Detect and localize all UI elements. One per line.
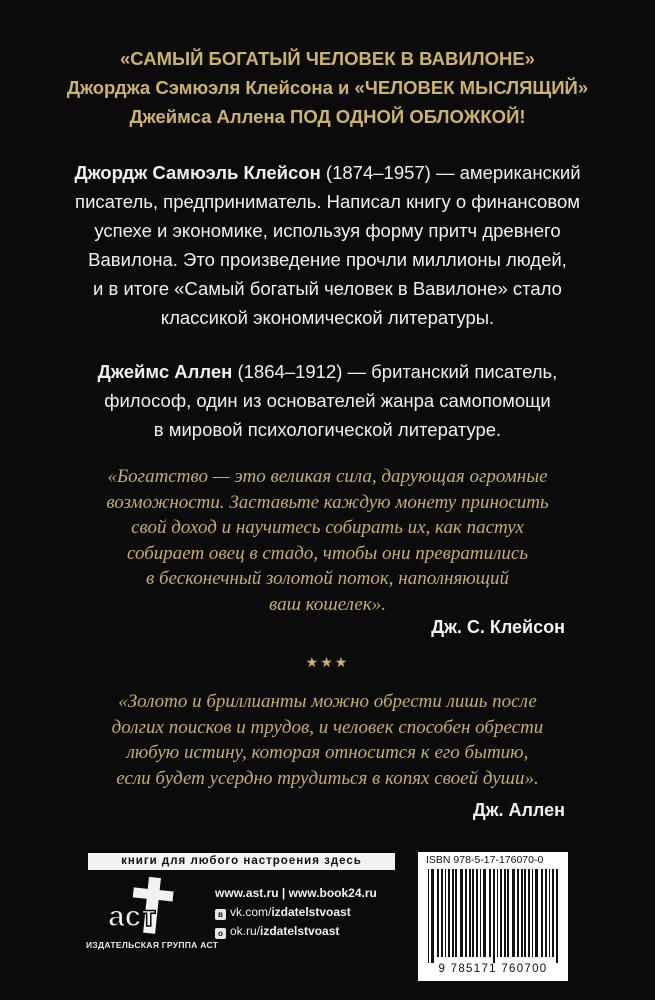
header-line-2: Джорджа Сэмюэля Клейсона и «ЧЕЛОВЕК МЫСЛЯЩИЙ» [66,77,589,98]
barcode-bar [504,869,506,957]
barcode-bar [465,869,467,957]
ok-link-handle: izdatelstvoast [260,924,340,938]
quote-line: ваш кошелек». [268,593,386,615]
bio-allen-line-3: в мировой психологической литературе. [153,419,502,440]
barcode-bar [549,869,550,957]
vk-icon: в [215,909,226,920]
barcode-bar [460,869,463,957]
sites-link[interactable]: www.ast.ru | www.book24.ru [215,886,377,900]
barcode-bar [441,869,443,957]
bio-claason-line-1 [0,158,655,187]
bio-claason-dates: (1874–1957) — американский [320,162,581,183]
bio-claason [0,158,655,332]
barcode-bar [469,869,471,957]
barcode-bar [493,869,495,963]
bio-claason-name: Джордж Самюэль Клейсон [74,162,321,183]
barcode-bar [483,869,486,957]
barcode-bar [524,869,526,957]
barcode-bar [528,869,530,957]
barcode-bar [541,869,543,957]
header-line-1: «САМЫЙ БОГАТЫЙ ЧЕЛОВЕК В ВАВИЛОНЕ» [120,48,535,69]
header-block [0,44,655,131]
bio-claason-line-4: Вавилона. Это произведение прочли миллионы людей, [88,249,567,270]
publisher-links [215,884,377,941]
ok-link[interactable] [215,922,377,941]
quote-line: собирает овец в стадо, чтобы они превратились [127,542,528,564]
barcode-bar [517,869,519,957]
publisher-name: ИЗДАТЕЛЬСКАЯ ГРУППА АСТ [86,940,219,950]
barcode-bar [497,869,498,957]
tagline-banner: книги для любого настроения здесь [88,853,395,870]
quote-claason [0,464,655,617]
barcode-bar [556,869,558,963]
quote-line: свой доход и научитесь собирать их, как пастух [131,517,524,538]
barcode-bar [480,869,481,957]
barcode-bar [445,869,446,957]
barcode-bar [545,869,547,957]
bio-claason-line-5: и в итоге «Самый богатый человек в Вавилоне» стало [93,278,562,299]
ast-logo-icon [102,876,182,936]
bio-allen [0,357,655,444]
barcode-bar [472,869,474,957]
isbn-text: ISBN 978-5-17-176070-0 [426,854,544,866]
barcode-bar [521,869,523,957]
barcode-bar [512,869,515,957]
quote-allen [0,689,655,791]
quote-line: «Богатство — это великая сила, дарующая огромные [107,466,548,487]
barcode-bar [452,869,454,957]
barcode-bar [552,869,554,957]
barcode-bar [431,869,434,963]
header-line-3: Джеймса Аллена ПОД ОДНОЙ ОБЛОЖКОЙ! [129,106,526,127]
quote-line: долгих поисков и трудов, и человек способен обрести [111,716,544,738]
bio-claason-line-6: классикой экономической литературы. [160,307,495,328]
star-divider-icon: ★★★ [305,654,350,670]
vk-link-handle: izdatelstvoast [271,905,351,919]
bio-allen-line-2: философ, один из основателей жанра самопомощи [104,390,551,411]
quote-line: любую истину, которая относится к его бытию, [126,742,529,763]
quote-line: возможности. Заставьте каждую монету приносить [106,491,549,513]
bio-claason-line-2: писатель, предприниматель. Написал книгу о финансовом [75,191,580,212]
quote-line: если будет усердно трудиться в копях своей души». [116,767,539,789]
bio-claason-line-3: успехе и экономике, используя форму притч древнего [94,220,561,241]
barcode-bar [507,869,509,957]
barcode-icon [426,869,560,963]
barcode-bar [535,869,538,957]
quote-line: «Золото и бриллианты можно обрести лишь после [118,691,537,712]
vk-link-prefix: vk.com/ [230,905,272,919]
barcode-bar [437,869,439,957]
ok-link-prefix: ok.ru/ [230,924,261,938]
barcode-bar [455,869,457,957]
bio-allen-line-1 [0,357,655,386]
quote-allen-author: Дж. Аллен [472,800,565,820]
barcode-panel [418,852,568,981]
vk-link[interactable] [215,903,377,922]
quote-line: в бесконечный золотой поток, наполняющий [145,568,510,589]
barcode-bar [476,869,478,957]
barcode-digits: 9 785171 760700 [438,963,548,975]
barcode-bar [448,869,450,957]
bio-allen-name: Джеймс Аллен [97,361,233,382]
barcode-bar [489,869,491,957]
ast-logo-text: аст [108,900,157,933]
quote-claason-author: Дж. С. Клейсон [431,617,565,637]
barcode-bar [428,869,429,963]
barcode-bar [500,869,502,957]
barcode-bar [532,869,533,957]
odnoklassniki-icon: о [215,928,226,939]
bio-allen-dates: (1864–1912) — британский писатель, [232,361,558,382]
